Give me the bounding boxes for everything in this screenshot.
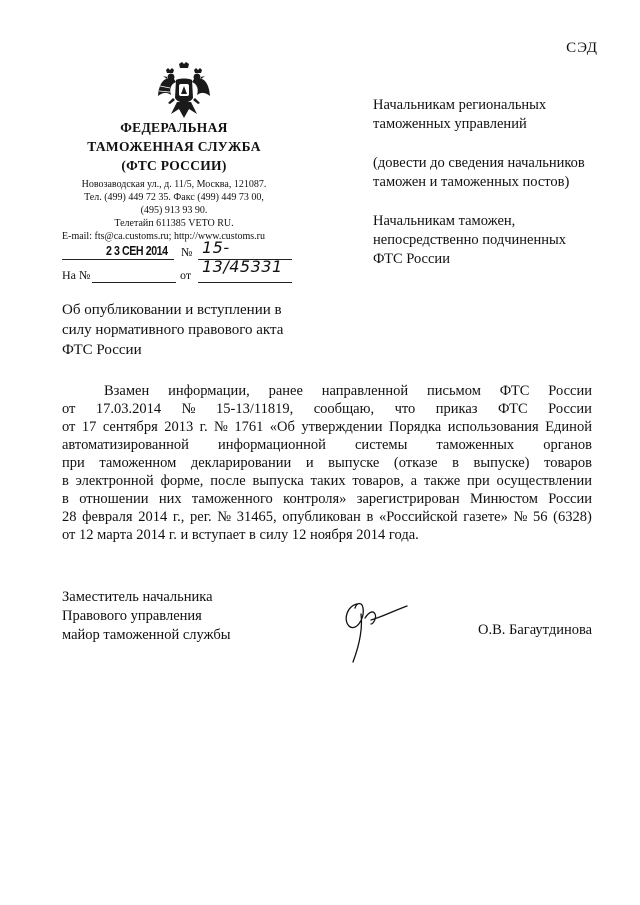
body-word: утверждении	[301, 419, 383, 435]
signer-name: О.В. Багаутдинова	[478, 622, 593, 638]
addressee-note: (довести до сведения начальников таможен и таможенных постов)	[373, 155, 585, 190]
body-word: ФТС	[499, 383, 530, 399]
body-line	[62, 436, 592, 454]
body-word: форме,	[160, 473, 204, 489]
body-line	[62, 454, 592, 472]
body-word: сентября	[102, 419, 158, 435]
body-word: 2013	[164, 419, 194, 435]
body-word: (отказе	[393, 455, 438, 471]
body-word: Порядка	[388, 419, 442, 435]
body-word: ФТС	[498, 401, 528, 417]
body-word: №	[214, 419, 228, 435]
body-word: России	[548, 491, 592, 507]
body-word: 31465,	[236, 509, 277, 525]
registration-number-label: №	[181, 245, 193, 259]
body-word: таких	[310, 473, 346, 489]
body-word: 15-13/11819,	[216, 401, 294, 417]
body-word: при	[466, 473, 490, 489]
body-word: зарегистрирован	[356, 491, 460, 507]
body-line	[62, 472, 592, 490]
contact-line: (495) 913 93 90.	[140, 205, 208, 216]
body-line	[62, 490, 592, 508]
body-word: органов	[543, 437, 592, 453]
body-word: декларировании	[190, 455, 292, 471]
body-word: письмом	[426, 383, 481, 399]
body-word: выпуске	[328, 455, 380, 471]
body-word: 28	[62, 509, 77, 525]
signer-block	[62, 588, 231, 645]
body-word: ранее	[268, 383, 303, 399]
document-marker: СЭД	[566, 40, 598, 56]
body-word: также	[423, 473, 461, 489]
body-word: после	[210, 473, 246, 489]
body-word: автоматизированной	[62, 437, 189, 453]
agency-line: ТАМОЖЕННАЯ СЛУЖБА	[87, 139, 261, 154]
reference-from-label: от	[180, 268, 192, 282]
reference-number-underline	[92, 282, 176, 283]
body-word: в	[452, 455, 459, 471]
body-word: таможенном	[99, 455, 177, 471]
body-line	[62, 418, 592, 436]
body-word: выпуске)	[473, 455, 530, 471]
body-word: них	[158, 491, 182, 507]
body-word: а	[410, 473, 418, 489]
body-word: рег.	[190, 509, 212, 525]
body-word: 2014	[138, 509, 168, 525]
body-word: России	[548, 383, 592, 399]
contact-line: Тел. (499) 449 72 35. Факс (499) 449 73 00,	[84, 192, 264, 203]
reference-line	[62, 268, 292, 284]
number-underline	[198, 259, 292, 260]
body-word: товаров,	[352, 473, 404, 489]
body-word: и	[305, 455, 314, 471]
body-word: информационной	[217, 437, 326, 453]
agency-contacts	[62, 178, 286, 243]
body-word: таможенных	[436, 437, 515, 453]
body-word: «Об	[269, 419, 295, 435]
body-word: направленной	[321, 383, 409, 399]
letter-body	[62, 382, 592, 544]
date-underline	[62, 259, 174, 260]
email-line: E-mail: fts@ca.customs.ru; http://www.customs.ru	[62, 231, 265, 242]
addressee: Начальникам региональных таможенных управлений	[373, 97, 547, 132]
body-word: контроля»	[283, 491, 347, 507]
body-word: №	[217, 509, 232, 525]
body-word: в	[366, 509, 374, 525]
body-word: от	[62, 401, 76, 417]
addressee: Начальникам таможен, непосредственно подчиненных ФТС России	[373, 213, 566, 267]
agency-name	[80, 118, 268, 175]
body-line	[62, 508, 592, 526]
signer-title-line: майор таможенной службы	[62, 627, 231, 643]
body-word: отношении	[79, 491, 149, 507]
body-word: товаров	[544, 455, 592, 471]
body-word: в	[62, 491, 69, 507]
body-line	[62, 400, 592, 418]
body-word: г.	[199, 419, 208, 435]
body-word: электронной	[75, 473, 154, 489]
body-word: опубликован	[282, 509, 361, 525]
body-word: Взамен	[104, 383, 150, 399]
signer-title-line: Правового управления	[62, 608, 202, 624]
body-word: (6328)	[553, 509, 592, 525]
body-word: 56	[533, 509, 548, 525]
body-word: сообщаю,	[313, 401, 375, 417]
body-line: от 12 марта 2014 г. и вступает в силу 12 ноября 2014 года.	[62, 527, 419, 543]
handwritten-signature	[335, 584, 409, 664]
body-word: что	[394, 401, 416, 417]
body-word: Единой	[545, 419, 592, 435]
body-word: использования	[447, 419, 539, 435]
contact-line: Телетайп 611385 VETO RU.	[114, 218, 234, 229]
body-word: системы	[355, 437, 408, 453]
registration-date-stamp: 2 3 СЕН 2014	[106, 244, 168, 258]
body-word: от	[62, 419, 76, 435]
body-word: осуществлении	[496, 473, 592, 489]
body-word: №	[181, 401, 196, 417]
body-word: февраля	[82, 509, 133, 525]
body-word: «Российской	[378, 509, 458, 525]
signer-title-line: Заместитель начальника	[62, 589, 213, 605]
body-word: Минюстом	[469, 491, 538, 507]
body-word: 17.03.2014	[95, 401, 162, 417]
body-word: таможенного	[191, 491, 273, 507]
addressees-block	[373, 96, 598, 289]
reference-number-label: На №	[62, 268, 91, 282]
body-word: России	[548, 401, 592, 417]
body-word: информации,	[168, 383, 250, 399]
body-word: выпуска	[252, 473, 304, 489]
body-line	[62, 382, 592, 400]
body-word: №	[513, 509, 528, 525]
body-word: 17	[81, 419, 97, 435]
body-word: при	[62, 455, 85, 471]
registration-number: 15-13/45331	[202, 238, 283, 276]
document-subject: Об опубликовании и вступлении в силу нормативного правового акта ФТС России	[62, 302, 284, 358]
body-word: г.,	[172, 509, 185, 525]
agency-line: (ФТС РОССИИ)	[121, 158, 227, 173]
double-headed-eagle-icon	[157, 62, 211, 120]
agency-line: ФЕДЕРАЛЬНАЯ	[120, 120, 228, 135]
contact-line: Новозаводская ул., д. 11/5, Москва, 121087.	[81, 179, 267, 190]
reference-date-underline	[198, 282, 292, 283]
body-word: приказ	[435, 401, 478, 417]
body-word: в	[62, 473, 69, 489]
body-word: газете»	[463, 509, 508, 525]
body-word: 1761	[234, 419, 264, 435]
